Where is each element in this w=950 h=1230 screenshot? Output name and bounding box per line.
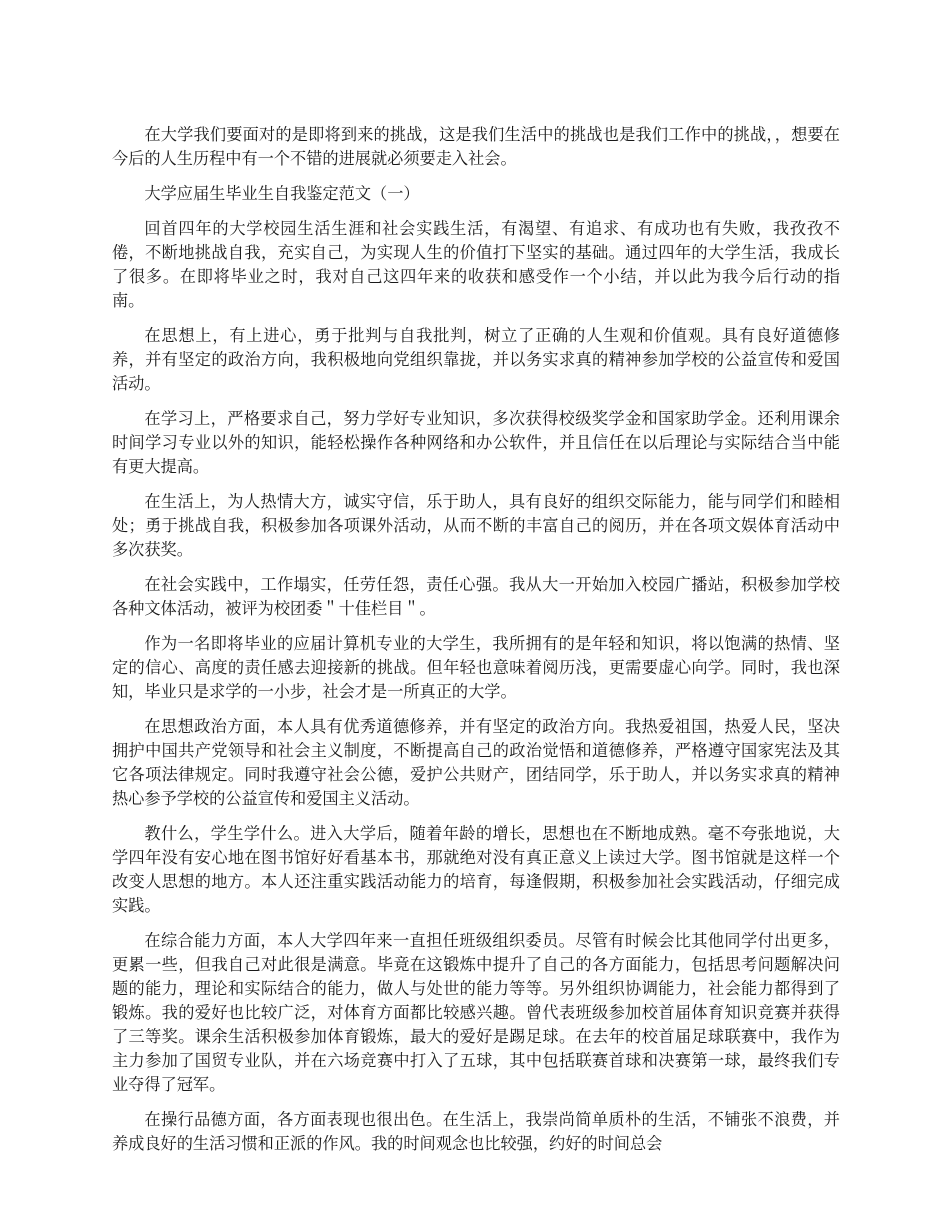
paragraph-intro: 在大学我们要面对的是即将到来的挑战，这是我们生活中的挑战也是我们工作中的挑战，，想要在今后的人生历程中有一个不错的进展就必须要走入社会。 [112,125,840,168]
section-heading: 大学应届生毕业生自我鉴定范文（一） [144,184,420,203]
paragraph-graduate: 作为一名即将毕业的应届计算机专业的大学生，我所拥有的是年轻和知识，将以饱满的热情、坚定的信心、高度的责任感去迎接新的挑战。但年轻也意味着阅历浅，更需要虚心向学。同时，我也深知，毕业只是求学的一小步，社会才是一所真正的大学。 [112,634,840,701]
paragraph-conduct: 在操行品德方面，各方面表现也很出色。在生活上，我崇尚简单质朴的生活，不铺张不浪费，并养成良好的生活习惯和正派的作风。我的时间观念也比较强，约好的时间总会 [112,1110,840,1153]
paragraph-life: 在生活上，为人热情大方，诚实守信，乐于助人，具有良好的组织交际能力，能与同学们和睦相处；勇于挑战自我，积极参加各项课外活动，从而不断的丰富自己的阅历，并在各项文娱体育活动中多次获奖。 [112,492,840,559]
paragraph-thought: 在思想上，有上进心，勇于批判与自我批判，树立了正确的人生观和价值观。具有良好道德修养，并有坚定的政治方向，我积极地向党组织靠拢，并以务实求真的精神参加学校的公益宣传和爱国活动。 [112,326,840,393]
paragraph-study: 在学习上，严格要求自己，努力学好专业知识，多次获得校级奖学金和国家助学金。还利用课余时间学习专业以外的知识，能轻松操作各种网络和办公软件，并且信任在以后理论与实际结合当中能有更大提高。 [112,409,840,476]
paragraph-politics: 在思想政治方面，本人具有优秀道德修养，并有坚定的政治方向。我热爱祖国，热爱人民，坚决拥护中国共产党领导和社会主义制度，不断提高自己的政治觉悟和道德修养，严格遵守国家宪法及其它各项法律规定。同时我遵守社会公德，爱护公共财产，团结同学，乐于助人，并以务实求真的精神热心参予学校的公益宣传和爱国主义活动。 [112,717,840,808]
document-page [112,123,840,1167]
paragraph-ability: 在综合能力方面，本人大学四年来一直担任班级组织委员。尽管有时候会比其他同学付出更多，更累一些，但我自己对此很是满意。毕竟在这锻炼中提升了自己的各方面能力，包括思考问题解决问题的能力，理论和实际结合的能力，做人与处世的能力等等。另外组织协调能力，社会能力都得到了锻炼。我的爱好也比较广泛，对体育方面都比较感兴趣。曾代表班级参加校首届体育知识竞赛并获得了三等奖。课余生活积极参加体育锻炼，最大的爱好是踢足球。在去年的校首届足球联赛中，我作为主力参加了国贸专业队，并在六场竞赛中打入了五球，其中包括联赛首球和决赛第一球，最终我们专业夺得了冠军。 [112,931,840,1094]
paragraph-review: 回首四年的大学校园生活生涯和社会实践生活，有渴望、有追求、有成功也有失败，我孜孜不倦，不断地挑战自我，充实自己，为实现人生的价值打下坚实的基础。通过四年的大学生活，我成长了很多。在即将毕业之时，我对自己这四年来的收获和感受作一个小结，并以此为我今后行动的指南。 [112,219,840,310]
paragraph-library: 教什么，学生学什么。进入大学后，随着年龄的增长，思想也在不断地成熟。毫不夸张地说，大学四年没有安心地在图书馆好好看基本书，那就绝对没有真正意义上读过大学。图书馆就是这样一个改变人思想的地方。本人还注重实践活动能力的培育，每逢假期，积极参加社会实践活动，仔细完成实践。 [112,824,840,915]
paragraph-practice: 在社会实践中，工作塌实，任劳任怨，责任心强。我从大一开始加入校园广播站，积极参加学校各种文体活动，被评为校团委＂十佳栏目＂。 [112,575,840,618]
